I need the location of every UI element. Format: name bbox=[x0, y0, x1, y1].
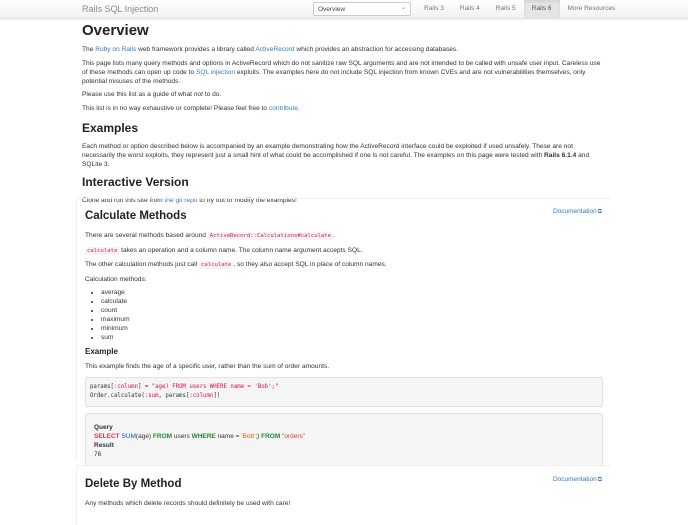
git-repo-link[interactable]: the git repo bbox=[164, 196, 198, 204]
tab-rails-3[interactable]: Rails 3 bbox=[424, 5, 444, 12]
code-symbol: :sum bbox=[144, 392, 159, 399]
text: to try out or modify the examples! bbox=[197, 196, 297, 204]
inline-code: calculate bbox=[200, 262, 232, 268]
list-item: • average bbox=[101, 288, 602, 297]
brand-link[interactable]: Rails SQL Injection bbox=[82, 4, 159, 14]
tab-rails-4[interactable]: Rails 4 bbox=[459, 5, 480, 12]
query-sql bbox=[94, 432, 594, 441]
delete-by-heading: Delete By Method bbox=[85, 478, 182, 490]
code-text: params[ bbox=[90, 383, 114, 390]
examples-heading: Examples bbox=[82, 120, 139, 135]
text: There are several methods based around bbox=[85, 232, 208, 239]
interactive-heading: Interactive Version bbox=[82, 174, 189, 189]
contribute-link[interactable]: contribute bbox=[268, 104, 298, 112]
ruby-on-rails-link[interactable]: Ruby on Rails bbox=[95, 46, 137, 53]
tab-rails-5[interactable]: Rails 5 bbox=[495, 5, 516, 12]
list-item: • sum bbox=[101, 333, 602, 342]
tab-rails-6[interactable]: Rails 6 bbox=[524, 0, 560, 18]
intro-content bbox=[82, 22, 602, 209]
rails-version: Rails 6.1.4 bbox=[544, 151, 577, 159]
calculate-paragraph-2 bbox=[85, 246, 602, 256]
inline-code: ActiveRecord::Calculations#calculate bbox=[209, 233, 332, 239]
external-link-icon: ⧉ bbox=[597, 477, 602, 483]
calculate-paragraph-3 bbox=[85, 260, 602, 270]
sql-injection-link[interactable]: SQL injection bbox=[196, 68, 235, 76]
activerecord-link[interactable]: ActiveRecord bbox=[255, 46, 295, 53]
result-label: Result bbox=[94, 441, 114, 449]
code-text: ]) bbox=[213, 392, 221, 399]
navbar bbox=[0, 0, 688, 19]
tab-more-resources[interactable]: More Resources bbox=[567, 5, 616, 12]
text: to do. bbox=[202, 91, 222, 98]
code-text: Order.calculate( bbox=[90, 392, 145, 399]
sql-keyword: FROM bbox=[261, 432, 281, 440]
sql-string: 'Bob' bbox=[241, 432, 256, 440]
code-line-2 bbox=[90, 392, 598, 401]
text: web framework provides a library called bbox=[136, 46, 256, 53]
example-code-block bbox=[85, 377, 603, 407]
text: Each method or option described below is accompanied by an example demonstrating how the ActiveRecord interface could be exploited if used unsafely. These are not necessarily the worst exploits, they represent just a small hint of what could be accomplished if one is not careful. The examples on this page were tested with bbox=[82, 142, 573, 159]
calculate-paragraph-1 bbox=[85, 231, 602, 241]
text: exploits. The examples here do not include SQL injection from known CVEs and are not vulnerabilities themselves, only potential misuses of the methods. bbox=[82, 68, 586, 85]
result-value: 76 bbox=[94, 450, 102, 458]
code-text: ] = bbox=[137, 383, 152, 390]
text: , so they also accept SQL in place of column names. bbox=[233, 261, 387, 268]
sql-keyword: FROM bbox=[152, 432, 173, 440]
calculate-methods-panel bbox=[76, 198, 610, 460]
text: The bbox=[82, 46, 96, 53]
doc-link-label: Documentation bbox=[552, 476, 597, 483]
sql-text: users bbox=[172, 432, 192, 440]
sql-text: name = bbox=[215, 432, 242, 440]
list-item: • calculate bbox=[101, 297, 602, 306]
doc-link-label: Documentation bbox=[552, 208, 597, 215]
calculate-heading: Calculate Methods bbox=[85, 210, 187, 222]
code-symbol: :column bbox=[113, 383, 138, 390]
query-label: Query bbox=[94, 423, 113, 431]
code-line-1 bbox=[90, 383, 598, 392]
sql-keyword: WHERE bbox=[191, 432, 216, 440]
page-title: Overview bbox=[82, 22, 149, 39]
emphasis: not bbox=[193, 91, 203, 98]
text: takes an operation and a column name. The column name argument accepts SQL. bbox=[119, 246, 363, 254]
delete-by-method-panel bbox=[76, 465, 610, 525]
sql-keyword: SELECT bbox=[94, 432, 120, 440]
list-item: • minimum bbox=[101, 324, 602, 333]
inline-code: calculate bbox=[87, 247, 118, 254]
list-item: • count bbox=[101, 306, 602, 315]
text: Clone and run this site from bbox=[82, 196, 165, 204]
text: The other calculation methods just call bbox=[85, 261, 199, 268]
section-select[interactable] bbox=[313, 2, 411, 16]
calculate-documentation-link[interactable] bbox=[553, 207, 602, 217]
text: . bbox=[297, 104, 300, 112]
sql-text: ;) bbox=[255, 432, 262, 440]
example-description: This example finds the age of a specific user, rather than the sum of order amounts. bbox=[85, 362, 330, 370]
section-select-value: Overview bbox=[318, 6, 346, 13]
text: This list is in no way exhaustive or complete! Please feel free to bbox=[82, 104, 269, 112]
query-result-block bbox=[85, 413, 603, 466]
code-symbol: :column bbox=[189, 392, 214, 399]
text: . bbox=[333, 232, 335, 239]
code-text: , params[ bbox=[158, 392, 190, 399]
overview-paragraph-2 bbox=[82, 59, 602, 86]
text: This page lists many query methods and options in ActiveRecord which do not sanitize raw SQL arguments and are not intended to be called with unsafe user input. Careless use of these methods can open up code to bbox=[82, 59, 601, 76]
text: and SQLite 3. bbox=[82, 151, 590, 168]
code-string: "age) FROM users WHERE name = 'Bob';" bbox=[151, 383, 279, 390]
delete-by-paragraph: Any methods which delete records should definitely be used with care! bbox=[85, 500, 291, 507]
list-item: • maximum bbox=[101, 315, 602, 324]
text: Please use this list as a guide of what bbox=[82, 91, 194, 98]
sql-function: SUM bbox=[121, 432, 136, 440]
sql-text: (age) bbox=[135, 432, 153, 440]
overview-paragraph-4 bbox=[82, 104, 602, 113]
examples-paragraph bbox=[82, 142, 602, 169]
version-tabs bbox=[416, 0, 623, 19]
example-heading: Example bbox=[85, 347, 118, 356]
sql-string: "orders" bbox=[280, 432, 306, 440]
overview-paragraph-3 bbox=[82, 90, 602, 99]
external-link-icon: ⧉ bbox=[597, 209, 602, 215]
calculation-methods-label: Calculation methods: bbox=[85, 275, 147, 283]
text: which provides an abstraction for accessing databases. bbox=[294, 46, 459, 53]
chevron-down-icon: ⌄ bbox=[400, 5, 406, 11]
calculation-methods-list bbox=[101, 288, 602, 342]
delete-by-documentation-link[interactable] bbox=[553, 475, 602, 485]
overview-paragraph-1 bbox=[82, 45, 602, 54]
